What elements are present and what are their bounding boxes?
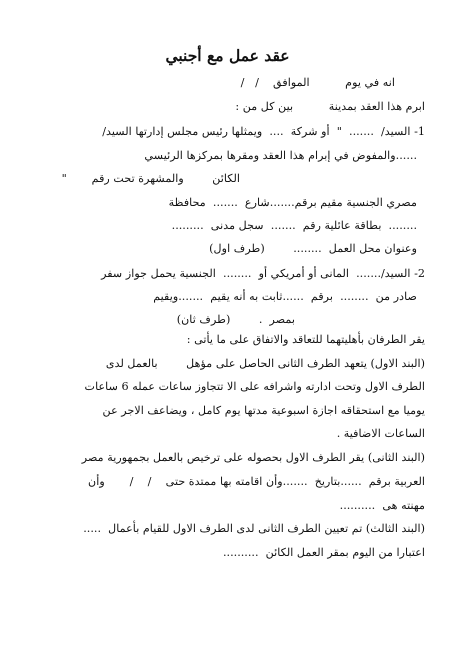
clause-two-line-3: مهنته هى .......... bbox=[339, 499, 425, 512]
clause-three-line-1: (البند الثالث) تم تعيين الطرف الثانى لدى الطرف الاول للقيام بأعمال ..... bbox=[83, 522, 425, 535]
clause-one-line-4: الساعات الاضافية . bbox=[336, 427, 425, 440]
party-one-line-3: الكائن والمشهرة تحت رقم " bbox=[61, 172, 240, 185]
party-two-line-2: صادر من ........ برقم ......ثابت به أنه يقيم .......ويقيم bbox=[153, 290, 417, 303]
document-title: عقد عمل مع أجنبي bbox=[165, 46, 290, 65]
party-two-line-3: بمصر . (طرف ثان) bbox=[176, 313, 295, 326]
clause-two-line-1: (البند الثانى) يقر الطرف الاول بحصوله على ترخيص بالعمل بجمهورية مصر bbox=[81, 451, 425, 464]
clause-two-line-2: العربية برقم ......بتاريخ .......وأن اقامته بها ممتدة حتى / / وأن bbox=[88, 475, 425, 488]
party-one-line-1: 1- السيد/ ....... " أو شركة .... ويمثلها رئيس مجلس إدارتها السيد/ bbox=[102, 125, 425, 138]
party-one-line-6: وعنوان محل العمل ........ (طرف اول) bbox=[209, 242, 417, 255]
contract-date-line: انه في يوم الموافق / / bbox=[240, 76, 395, 89]
party-one-line-5: ........ بطاقة عائلية رقم ....... سجل مدنى ......... bbox=[171, 219, 417, 232]
clause-three-line-2: اعتبارا من اليوم بمقر العمل الكائن .......... bbox=[222, 546, 425, 559]
party-two-line-1: 2- السيد/....... المانى أو أمريكي أو ........ الجنسية يحمل جواز سفر bbox=[101, 267, 425, 280]
parties-agreement-line: يقر الطرفان بأهليتهما للتعاقد والاتفاق على ما يأتى : bbox=[186, 333, 425, 346]
party-one-line-4: مصري الجنسية مقيم برقم.......شارع ....... محافظة bbox=[168, 196, 417, 209]
clause-one-line-3: يوميا مع استحقاقه اجازة اسبوعية مدتها يوم كامل ، ويضاعف الاجر عن bbox=[102, 404, 425, 417]
clause-one-line-2: الطرف الاول وتحت ادارته واشرافه على الا تتجاوز ساعات عمله 6 ساعات bbox=[84, 380, 425, 393]
contract-city-line: ابرم هذا العقد بمدينة بين كل من : bbox=[235, 100, 425, 113]
party-one-line-2: ......والمفوض في إبرام هذا العقد ومقرها بمركزها الرئيسي bbox=[144, 149, 417, 162]
clause-one-line-1: (البند الاول) يتعهد الطرف الثانى الحاصل على مؤهل بالعمل لدى bbox=[105, 357, 425, 370]
